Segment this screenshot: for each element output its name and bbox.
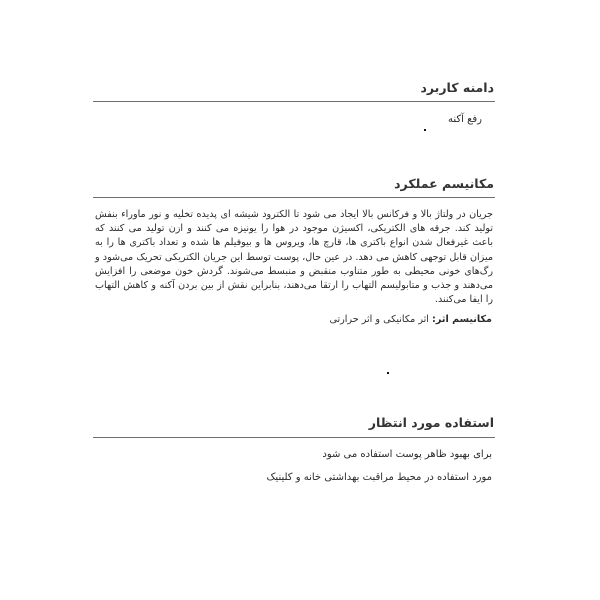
expected-use-item-2: مورد استفاده در محیط مراقبت بهداشتی خانه و کلینیک [266, 472, 492, 483]
section-heading-scope: دامنه کاربرد [420, 80, 494, 95]
bullet-dot [424, 129, 426, 131]
section-mechanism [93, 176, 495, 327]
expected-use-item-1: برای بهبود ظاهر پوست استفاده می شود [322, 449, 492, 460]
scope-item-acne: رفع آکنه [447, 114, 482, 125]
section-divider [93, 197, 495, 198]
mechanism-effect-label: مکانیسم اثر: [432, 314, 492, 326]
section-heading-mechanism: مکانیسم عملکرد [394, 176, 494, 191]
section-heading-expected-use: استفاده مورد انتظار [368, 415, 494, 430]
mechanism-paragraph: جریان در ولتاژ بالا و فرکانس بالا ایجاد می شود تا الکترود شیشه ای پدیده تخلیه و نور ماوراء بنفش تولید کند. جرقه های الکتریکی، اکسیژن موجود در هوا را یونیزه می کنند و ازن تولید می کنند که باعث غیرفعال شدن انواع باکتری ها، قارچ ها، ویروس ها و بیوفیلم ها شده و تعداد باکتری ها را به میزان قابل توجهی کاهش می دهد. در عین حال، پوست توسط این جریان الکتریکی تحریک می‌شود و رگ‌های خونی محیطی به طور متناوب منقبض و منبسط می‌شوند. گردش خون موضعی را افزایش می‌دهند و جذب و متابولیسم التهاب را ارتقا می‌دهند، بنابراین نقش از بین بردن آکنه و کاهش التهاب را ایفا می‌کنند. [95, 209, 493, 306]
mechanism-effect-value: اثر مکانیکی و اثر حرارتی [329, 314, 433, 326]
section-expected-use [93, 415, 495, 485]
mechanism-effect-line [93, 313, 495, 327]
section-divider [93, 101, 495, 102]
bullet-dot [387, 372, 389, 374]
section-divider [93, 437, 495, 438]
section-scope [93, 80, 495, 127]
